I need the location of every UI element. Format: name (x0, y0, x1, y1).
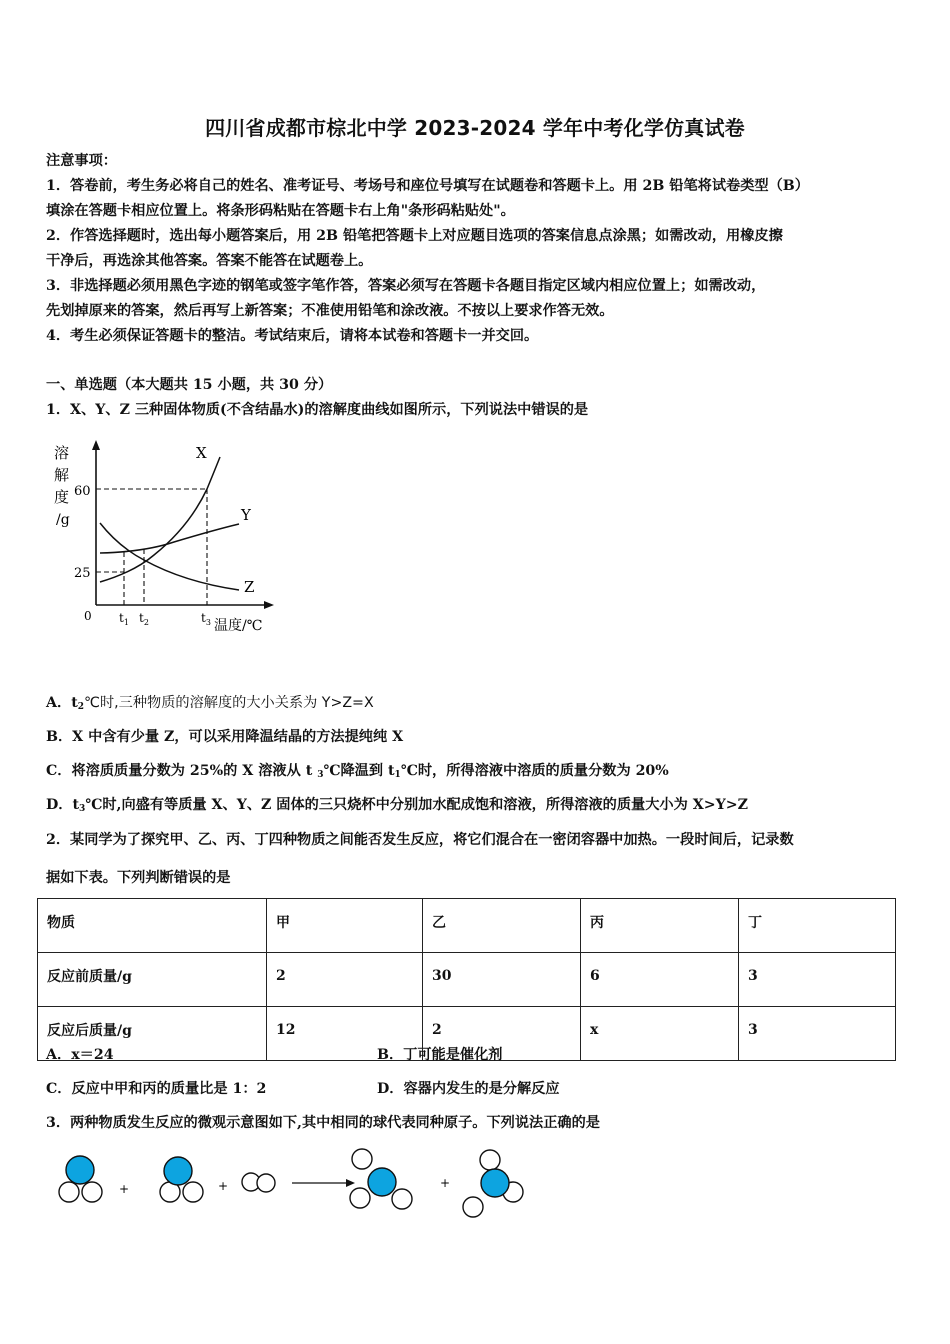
product-molecule-2 (463, 1150, 523, 1217)
plus-sign: + (218, 1179, 229, 1193)
table-cell: 反应后质量/g (38, 1007, 267, 1061)
table-header-cell: 甲 (267, 899, 423, 953)
curve-z (100, 523, 239, 590)
section-heading: 一、单选题（本大题共 15 小题，共 30 分） (46, 377, 333, 393)
x-tick-t2: $t_2$ (139, 611, 149, 627)
table-cell: 30 (423, 953, 581, 1007)
x-tick-t3: $t_3$ (201, 611, 211, 627)
xlabel: 温度/℃ (214, 618, 263, 634)
table-cell: 2 (423, 1007, 581, 1061)
origin-label: 0 (84, 609, 92, 623)
table-cell: 12 (267, 1007, 423, 1061)
notice-line-6: 先划掉原来的答案，然后再写上新答案；不准使用铅笔和涂改液。不按以上要求作答无效。 (46, 303, 614, 319)
curve-label-y: Y (241, 506, 251, 524)
q1-option-c[interactable]: C．将溶质质量分数为 25%的 X 溶液从 t $_3$℃降温到 $t_1℃$时，所得溶液中溶质的质量分数为 20% (46, 763, 669, 780)
table-header-cell: 乙 (423, 899, 581, 953)
q2-data-table (37, 898, 896, 1061)
table-cell: 3 (739, 953, 896, 1007)
q1-stem: 1．X、Y、Z 三种固体物质(不含结晶水)的溶解度曲线如图所示，下列说法中错误的是 (46, 402, 589, 418)
q1-option-a[interactable]: A．$t_2℃$时,三种物质的溶解度的大小关系为 Y>Z=X (46, 695, 374, 712)
q2-option-a[interactable]: A．x＝24 (46, 1047, 114, 1063)
q2-stem-line-1: 2．某同学为了探究甲、乙、丙、丁四种物质之间能否发生反应，将它们混合在一密闭容器中加热。一段时间后，记录数 (46, 832, 794, 848)
q2-stem-line-2: 据如下表。下列判断错误的是 (46, 870, 231, 886)
ylabel-char-3: 度 (54, 488, 70, 506)
table-cell: 3 (739, 1007, 896, 1061)
reaction-diagram (50, 1145, 550, 1225)
q1-option-b[interactable]: B．X 中含有少量 Z，可以采用降温结晶的方法提纯纯 X (46, 729, 404, 745)
q2-option-c[interactable]: C．反应中甲和丙的质量比是 1：2 (46, 1081, 267, 1097)
plus-sign: + (119, 1182, 130, 1196)
notice-line-7: 4．考生必须保证答题卡的整洁。考试结束后，请将本试卷和答题卡一并交回。 (46, 328, 539, 344)
q3-stem: 3．两种物质发生反应的微观示意图如下,其中相同的球代表同种原子。下列说法正确的是 (46, 1115, 600, 1131)
solubility-chart (44, 432, 284, 642)
notice-line-3: 2．作答选择题时，选出每小题答案后，用 2B 铅笔把答题卡上对应题目选项的答案信息点涂黑；如需改动，用橡皮擦 (46, 228, 783, 244)
y-tick-25: 25 (74, 566, 91, 581)
table-cell: 6 (581, 953, 739, 1007)
reactant-molecule-3 (242, 1173, 275, 1192)
ylabel-char-2: 解 (54, 466, 70, 484)
curve-label-x: X (196, 444, 207, 462)
table-header-row (38, 899, 896, 953)
table-cell: 2 (267, 953, 423, 1007)
reactant-molecule-2 (160, 1157, 203, 1202)
table-header-cell: 丁 (739, 899, 896, 953)
table-cell: 反应前质量/g (38, 953, 267, 1007)
table-row (38, 953, 896, 1007)
x-tick-t1: $t_1$ (119, 611, 129, 627)
plus-sign: + (440, 1176, 451, 1190)
q2-option-d[interactable]: D．容器内发生的是分解反应 (377, 1081, 560, 1097)
document-title: 四川省成都市棕北中学 2023-2024 学年中考化学仿真试卷 (205, 116, 745, 140)
notice-line-2: 填涂在答题卡相应位置上。将条形码粘贴在答题卡右上角"条形码粘贴处"。 (46, 203, 515, 219)
q1-option-d[interactable]: D．$t_3℃$时,向盛有等质量 X、Y、Z 固体的三只烧杯中分别加水配成饱和溶液，所得溶液的质量大小为 X>Y>Z (46, 797, 748, 814)
table-header-cell: 丙 (581, 899, 739, 953)
notice-line-5: 3．非选择题必须用黑色字迹的钢笔或签字笔作答，答案必须写在答题卡各题目指定区域内相应位置上；如需改动， (46, 278, 766, 294)
notice-line-4: 干净后，再选涂其他答案。答案不能答在试题卷上。 (46, 253, 373, 269)
curve-y (100, 524, 239, 553)
arrow-head-icon (346, 1179, 355, 1187)
ylabel-char-4: /g (56, 512, 70, 528)
q2-option-b[interactable]: B．丁可能是催化剂 (377, 1047, 503, 1063)
table-cell: x (581, 1007, 739, 1061)
curve-x (100, 457, 220, 582)
notice-heading: 注意事项： (46, 153, 117, 169)
curve-label-z: Z (244, 578, 255, 596)
product-molecule-1 (350, 1149, 412, 1209)
ylabel-char-1: 溶 (54, 444, 70, 462)
notice-line-1: 1．答卷前，考生务必将自己的姓名、准考证号、考场号和座位号填写在试题卷和答题卡上。用 2B 铅笔将试卷类型（B） (46, 178, 809, 194)
table-header-cell: 物质 (38, 899, 267, 953)
y-tick-60: 60 (74, 484, 91, 499)
reactant-molecule-1 (59, 1156, 102, 1202)
